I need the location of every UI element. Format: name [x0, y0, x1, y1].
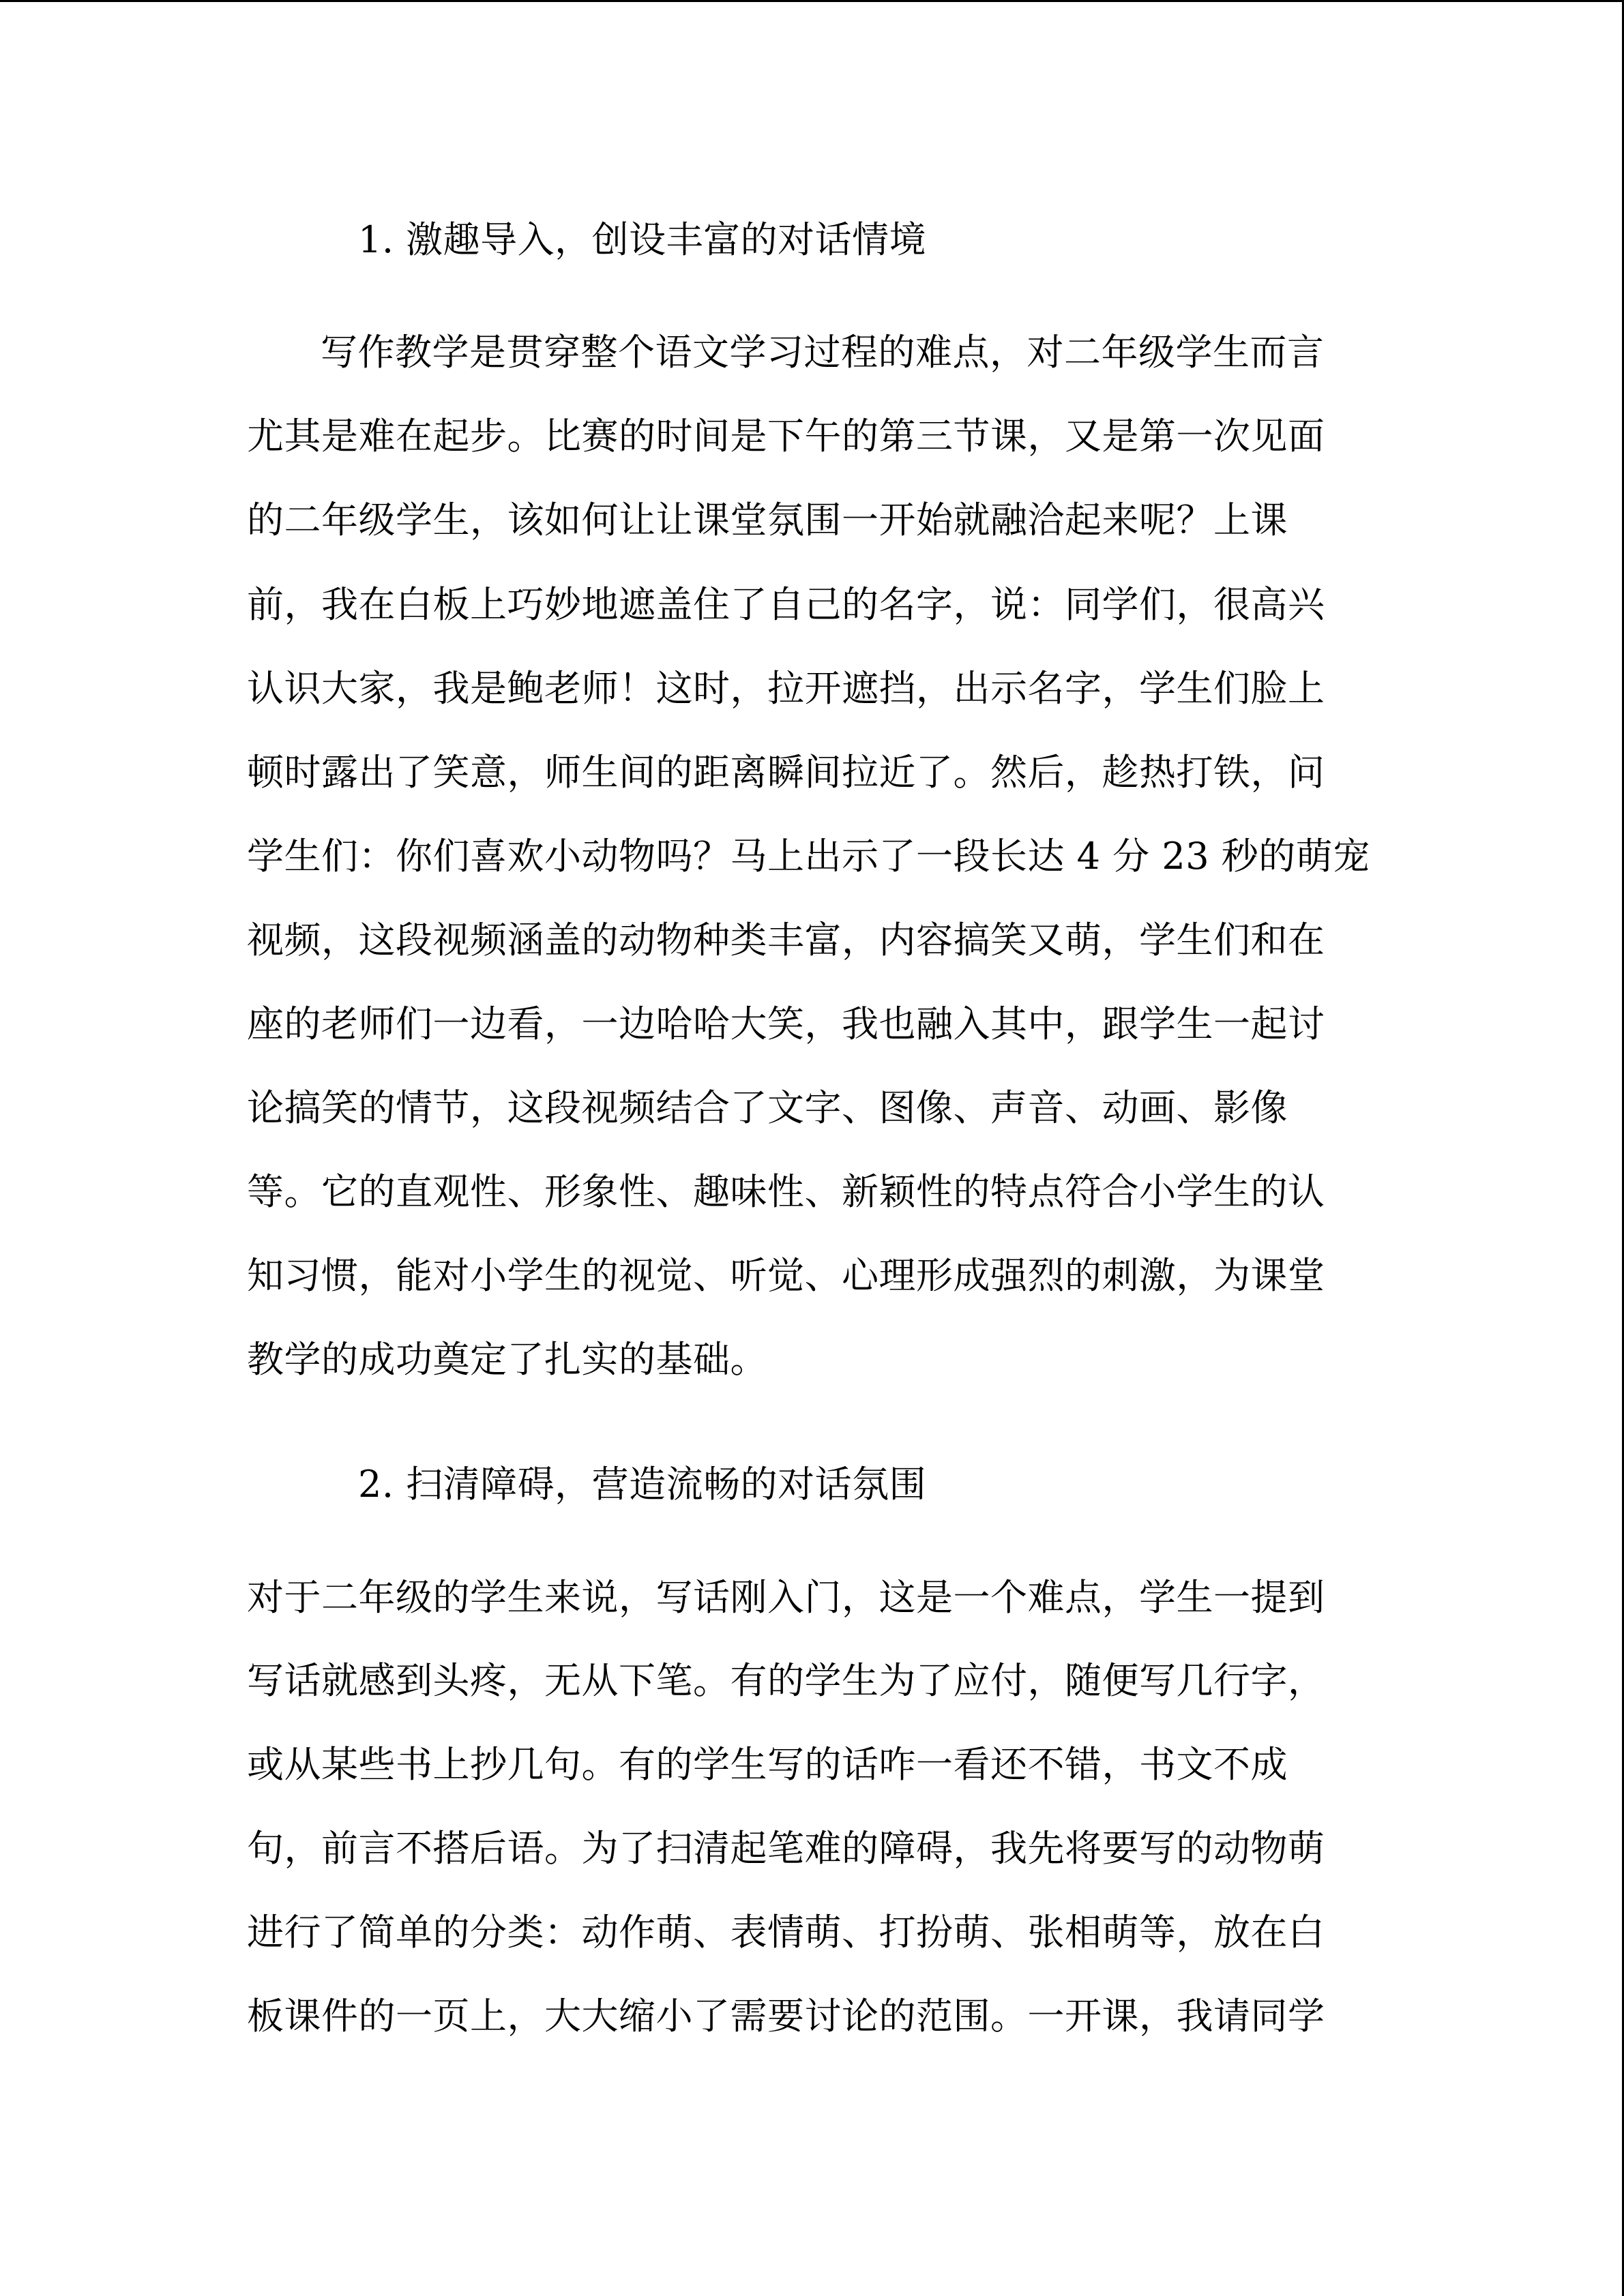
paragraph-2-line-6: 板课件的一页上，大大缩小了需要讨论的范围。一开课，我请同学 — [247, 1995, 1325, 2038]
paragraph-1-line-10: 论搞笑的情节，这段视频结合了文字、图像、声音、动画、影像 — [247, 1086, 1288, 1129]
paragraph-1-line-5: 认识大家，我是鲍老师！这时，拉开遮挡，出示名字，学生们脸上 — [247, 667, 1325, 710]
paragraph-2-line-5: 进行了简单的分类：动作萌、表情萌、打扮萌、张相萌等，放在白 — [247, 1911, 1325, 1954]
paragraph-2-line-3: 或从某些书上抄几句。有的学生写的话咋一看还不错，书文不成 — [247, 1743, 1288, 1786]
paragraph-1-line-4: 前，我在白板上巧妙地遮盖住了自己的名字，说：同学们，很高兴 — [247, 583, 1325, 626]
paragraph-1-line-8: 视频，这段视频涵盖的动物种类丰富，内容搞笑又萌，学生们和在 — [247, 919, 1325, 961]
paragraph-1-line-13: 教学的成功奠定了扎实的基础。 — [247, 1338, 767, 1381]
paragraph-1-line-7: 学生们：你们喜欢小动物吗？马上出示了一段长达 4 分 23 秒的萌宠 — [247, 835, 1370, 878]
paragraph-1-line-1: 写作教学是贯穿整个语文学习过程的难点，对二年级学生而言 — [321, 331, 1325, 374]
paragraph-1-line-2: 尤其是难在起步。比赛的时间是下午的第三节课，又是第一次见面 — [247, 415, 1325, 458]
paragraph-1-line-9: 座的老师们一边看，一边哈哈大笑，我也融入其中，跟学生一起讨 — [247, 1002, 1325, 1045]
section-heading-1: 1. 激趣导入，创设丰富的对话情境 — [358, 218, 927, 261]
paragraph-1-line-6: 顿时露出了笑意，师生间的距离瞬间拉近了。然后，趁热打铁，问 — [247, 751, 1325, 794]
paragraph-1-line-3: 的二年级学生，该如何让让课堂氛围一开始就融洽起来呢？上课 — [247, 498, 1288, 541]
paragraph-2-line-2: 写话就感到头疼，无从下笔。有的学生为了应付，随便写几行字， — [247, 1659, 1325, 1702]
paragraph-2-line-1: 对于二年级的学生来说，写话刚入门，这是一个难点，学生一提到 — [247, 1576, 1325, 1619]
paragraph-1-line-12: 知习惯，能对小学生的视觉、听觉、心理形成强烈的刺激，为课堂 — [247, 1254, 1325, 1297]
paragraph-2-line-4: 句，前言不搭后语。为了扫清起笔难的障碍，我先将要写的动物萌 — [247, 1827, 1325, 1870]
paragraph-1-line-11: 等。它的直观性、形象性、趣味性、新颖性的特点符合小学生的认 — [247, 1170, 1325, 1213]
section-heading-2: 2. 扫清障碍，营造流畅的对话氛围 — [358, 1463, 927, 1506]
